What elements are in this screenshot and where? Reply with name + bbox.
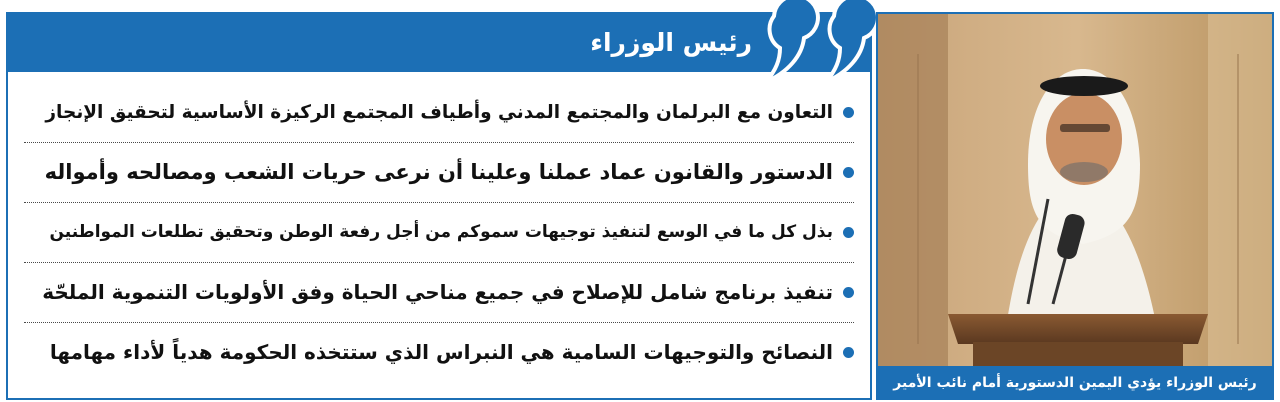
header-bar	[8, 14, 870, 72]
points-list	[8, 82, 870, 382]
bullet-dot-icon	[843, 227, 854, 238]
point-text: تنفيذ برنامج شامل للإصلاح في جميع مناحي الحياة وفق الأولويات التنموية الملحّة	[42, 280, 833, 304]
list-item	[8, 262, 870, 322]
photo-caption: رئيس الوزراء يؤدي اليمين الدستورية أمام نائب الأمير	[876, 366, 1274, 400]
list-item	[8, 142, 870, 202]
point-text: الدستور والقانون عماد عملنا وعلينا أن نرعى حريات الشعب ومصالحه وأمواله	[44, 160, 833, 184]
point-text: التعاون مع البرلمان والمجتمع المدني وأطياف المجتمع الركيزة الأساسية لتحقيق الإنجاز	[45, 101, 833, 123]
list-item	[8, 82, 870, 142]
list-item	[8, 202, 870, 262]
bullet-dot-icon	[843, 347, 854, 358]
bullet-dot-icon	[843, 287, 854, 298]
news-photo	[876, 12, 1274, 400]
bullet-dot-icon	[843, 107, 854, 118]
point-text: النصائح والتوجيهات السامية هي النبراس الذي ستتخذه الحكومة هدياً لأداء مهامها	[49, 340, 833, 364]
quotes-panel	[6, 12, 872, 400]
section-title: رئيس الوزراء	[590, 28, 752, 57]
speaker-illustration	[878, 14, 1274, 400]
list-item	[8, 322, 870, 382]
point-text: بذل كل ما في الوسع لتنفيذ توجيهات سموكم من أجل رفعة الوطن وتحقيق تطلعات المواطنين	[49, 222, 833, 242]
bullet-dot-icon	[843, 167, 854, 178]
